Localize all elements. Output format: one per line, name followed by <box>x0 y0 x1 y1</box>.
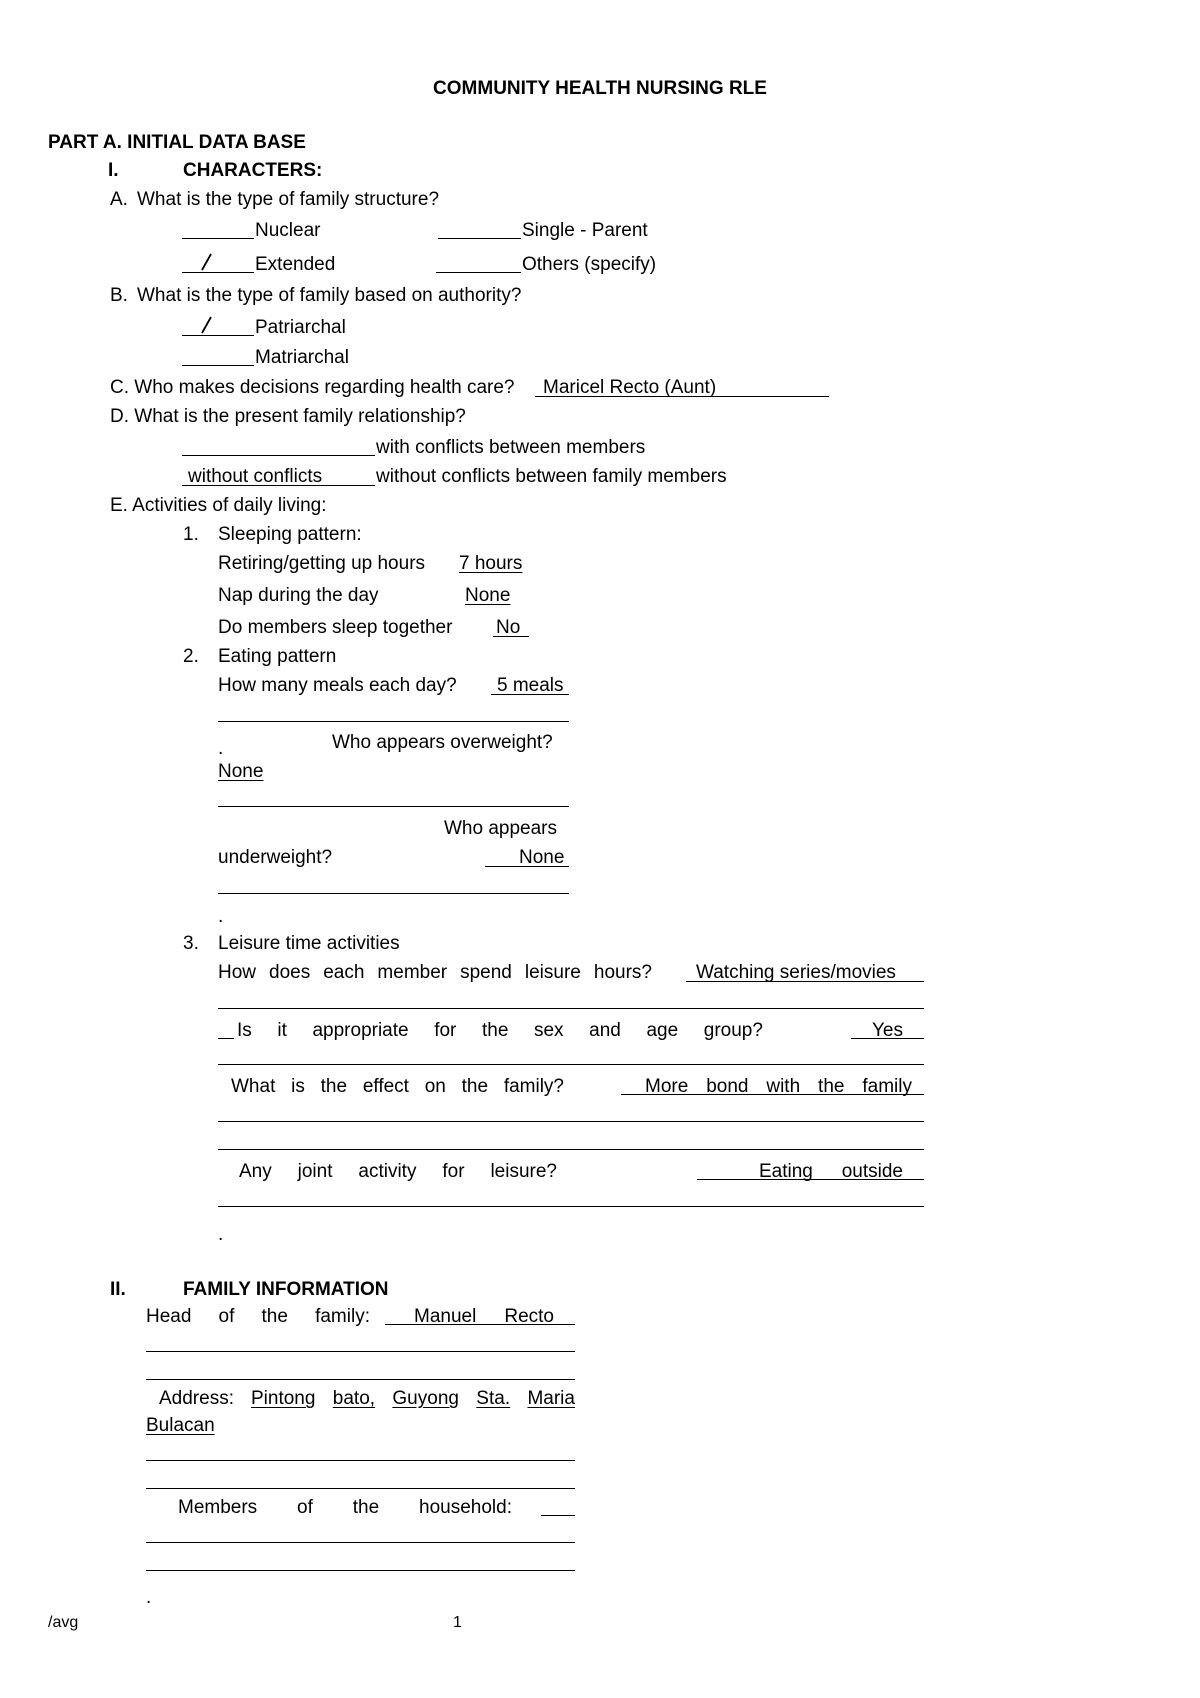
blank-line[interactable] <box>146 1542 575 1543</box>
underweight-label-2: underweight? <box>218 847 333 868</box>
footer-left: /avg <box>48 1614 79 1631</box>
dot: . <box>218 738 224 759</box>
underweight-value[interactable]: None <box>519 847 565 868</box>
option-extended: Extended <box>255 254 336 275</box>
sleep-together-label: Do members sleep together <box>218 617 453 638</box>
check-mark-icon <box>182 250 242 272</box>
leisure-joint-label: Any joint activity for leisure? <box>239 1161 557 1182</box>
eating-title: Eating pattern <box>218 646 337 667</box>
address-value-line-2[interactable]: Bulacan <box>146 1415 215 1436</box>
underweight-label-1: Who appears <box>444 818 558 839</box>
leisure-effect-value[interactable]: More bond with the family <box>645 1076 912 1097</box>
leisure-title: Leisure time activities <box>218 933 400 954</box>
blank-line[interactable] <box>218 806 569 807</box>
answer-d[interactable]: without conflicts <box>188 466 323 487</box>
option-single-parent: Single - Parent <box>522 220 648 241</box>
blank-line[interactable] <box>146 1488 575 1489</box>
blank-line[interactable] <box>146 1379 575 1380</box>
nap-label: Nap during the day <box>218 585 379 606</box>
blank-matriarchal[interactable] <box>182 365 254 366</box>
section-1-title: CHARACTERS: <box>183 160 323 181</box>
option-with-conflicts: with conflicts between members <box>376 437 646 458</box>
retiring-value[interactable]: 7 hours <box>459 553 523 574</box>
leisure-spend-value[interactable]: Watching series/movies <box>696 962 896 983</box>
blank-line[interactable] <box>218 1064 924 1065</box>
blank-line[interactable] <box>146 1460 575 1461</box>
part-a-heading: PART A. INITIAL DATA BASE <box>48 132 306 153</box>
head-of-family-value[interactable]: Manuel Recto <box>414 1306 554 1327</box>
eating-number: 2. <box>183 646 199 667</box>
retiring-label: Retiring/getting up hours <box>218 553 426 574</box>
leisure-joint-value[interactable]: Eating outside <box>759 1161 903 1182</box>
section-1-number: I. <box>108 160 119 181</box>
answer-c[interactable]: Maricel Recto (Aunt) <box>543 377 717 398</box>
page-number: 1 <box>453 1614 462 1631</box>
blank-nuclear[interactable] <box>182 238 254 239</box>
head-of-family-label: Head of the family: <box>146 1306 370 1327</box>
blank-patriarchal[interactable] <box>182 335 254 336</box>
blank-extended[interactable] <box>182 272 254 273</box>
section-2-title: FAMILY INFORMATION <box>183 1279 389 1300</box>
question-e: E. Activities of daily living: <box>110 495 327 516</box>
leisure-effect-label: What is the effect on the family? <box>231 1076 564 1097</box>
option-patriarchal: Patriarchal <box>255 317 346 338</box>
members-label: Members of the household: <box>178 1497 512 1518</box>
check-mark-icon <box>182 313 242 335</box>
blank-line[interactable] <box>146 1570 575 1571</box>
blank-line[interactable] <box>218 893 569 894</box>
blank-line[interactable] <box>146 1351 575 1352</box>
sleep-title: Sleeping pattern: <box>218 524 362 545</box>
blank-with-conflicts[interactable] <box>182 455 375 456</box>
blank-line[interactable] <box>218 1008 924 1009</box>
blank-line[interactable] <box>218 721 569 722</box>
overweight-label: Who appears overweight? <box>332 732 553 753</box>
section-2-number: II. <box>110 1279 126 1300</box>
question-b-letter: B. <box>110 285 128 306</box>
blank-line[interactable] <box>218 1206 924 1207</box>
question-a-letter: A. <box>110 189 128 210</box>
blank-line[interactable] <box>218 1149 924 1150</box>
question-a: What is the type of family structure? <box>137 189 440 210</box>
leisure-spend-label: How does each member spend leisure hours? <box>218 962 652 983</box>
dot: . <box>146 1587 152 1608</box>
option-without-conflicts: without conflicts between family members <box>376 466 727 487</box>
meals-value[interactable]: 5 meals <box>497 675 564 696</box>
blank-others[interactable] <box>436 272 521 273</box>
question-b: What is the type of family based on authority? <box>137 285 522 306</box>
sleep-number: 1. <box>183 524 199 545</box>
blank-line[interactable] <box>218 1121 924 1122</box>
question-d: D. What is the present family relationship? <box>110 406 466 427</box>
option-nuclear: Nuclear <box>255 220 321 241</box>
option-matriarchal: Matriarchal <box>255 347 349 368</box>
sleep-together-value[interactable]: No <box>496 617 521 638</box>
nap-value[interactable]: None <box>465 585 511 606</box>
option-others: Others (specify) <box>522 254 657 275</box>
leisure-number: 3. <box>183 933 199 954</box>
address-label: Address: <box>159 1388 234 1409</box>
question-c: C. Who makes decisions regarding health care? <box>110 377 515 398</box>
blank-single-parent[interactable] <box>438 238 521 239</box>
overweight-value[interactable]: None <box>218 761 264 782</box>
blank-line[interactable] <box>218 1038 234 1039</box>
document-title: COMMUNITY HEALTH NURSING RLE <box>433 78 767 99</box>
blank-members[interactable] <box>541 1515 575 1516</box>
dot: . <box>218 906 224 927</box>
leisure-appropriate-label: Is it appropriate for the sex and age group? <box>237 1020 763 1041</box>
dot: . <box>218 1224 224 1245</box>
meals-label: How many meals each day? <box>218 675 457 696</box>
leisure-appropriate-value[interactable]: Yes <box>872 1020 903 1041</box>
address-value-line-1[interactable]: Pintong bato, Guyong Sta. Maria <box>251 1388 575 1409</box>
